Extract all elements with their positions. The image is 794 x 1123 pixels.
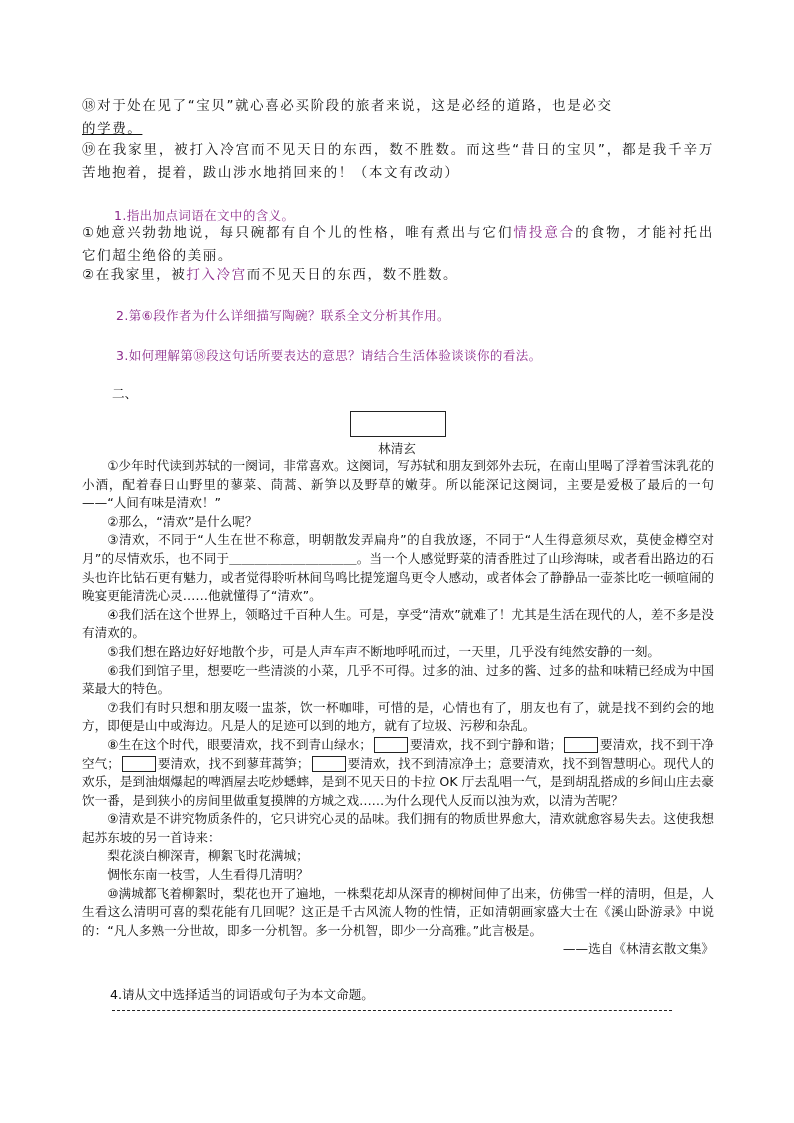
poem-line-1: 梨花淡白柳深青，柳絮飞时花满城； (107, 848, 309, 864)
question-1: 1.指出加点词语在文中的含义。 (114, 208, 295, 223)
source-citation: ——选自《林清玄散文集》 (562, 941, 714, 957)
p8-part-a: ⑧生在这个时代，眼要清欢，找不到青山绿水； (107, 736, 372, 752)
answer-line[interactable] (112, 1010, 672, 1011)
section-2-heading: 二、 (112, 386, 138, 401)
p8-part-e: 要清欢，找不到清凉净土；意要清欢，找不到智慧明心。现代人的欢乐，是到油烟爆起的啤酒屋去吃炒蟋蟀，是到不见天日的卡拉 OK 厅去乱唱一气，是到胡乱搭成的乡间山庄去豪饮一番，是到狭小的房间里做重复摸牌的方城之戏……为什么现代人反而以浊为欢，以清为苦呢？ (82, 755, 715, 808)
question-1-sentence-2 (82, 264, 714, 287)
article-paragraph-4: ④我们活在这个世界上，领略过千百种人生。可是，享受“清欢”就难了！尤其是生活在现代的人，差不多是没有清欢的。 (82, 606, 714, 641)
q1s2-pre: ②在我家里，被 (82, 267, 187, 283)
poem-line-2: 惆怅东南一枝雪，人生看得几清明？ (107, 867, 309, 883)
question-3: 3.如何理解第⑱段这句话所要表达的意思？请结合生活体验谈谈你的看法。 (116, 348, 542, 363)
question-2: 2.第⑥段作者为什么详细描写陶碗？联系全文分析其作用。 (116, 308, 450, 323)
fill-box-3[interactable] (122, 756, 156, 772)
fill-box-4[interactable] (312, 756, 346, 772)
article-paragraph-5: ⑤我们想在路边好好地散个步，可是人声车声不断地呼吼而过，一天里，几乎没有纯然安静的一刻。 (107, 643, 661, 659)
p8-part-c: 要清欢，找不到干净空气； (82, 736, 715, 771)
article-paragraph-8 (82, 736, 714, 810)
paragraph-18-line1: ⑱对于处在见了“宝贝”就心喜必买阶段的旅者来说，这是必经的道路，也是必交 (82, 98, 613, 114)
article-paragraph-1: ①少年时代读到苏轼的一阕词，非常喜欢。这阕词，写苏轼和朋友到郊外去玩，在南山里喝了浮着雪沫乳花的小酒，配着春日山野里的蓼菜、茼蒿、新笋以及野草的嫩芽。所以能深记这阕词，主要是爱极了最后的一句——“人间有味是清欢！” (82, 458, 714, 511)
q1s1-keyword: 情投意合 (513, 225, 576, 241)
fill-box-1[interactable] (374, 737, 408, 753)
title-answer-box[interactable] (350, 411, 446, 437)
article-paragraph-2: ②那么，“清欢”是什么呢？ (107, 513, 258, 529)
author-name: 林清玄 (378, 441, 416, 456)
p8-part-b: 要清欢，找不到宁静和谐； (409, 736, 562, 752)
article-paragraph-6: ⑥我们到馆子里，想要吃一些清淡的小菜，几乎不可得。过多的油、过多的酱、过多的盐和味精已经成为中国菜最大的特色。 (82, 662, 714, 697)
article-paragraph-10: ⑩满城都飞着柳絮时，梨花也开了遍地，一株梨花却从深青的柳树间伸了出来，仿佛雪一样的清明，但是，人生看这么清明可喜的梨花能有几回呢？这正是千古风流人物的性情，正如清朝画家盛大士在《溪山卧游录》中说的：“凡人多熟一分世故，即多一分机智。多一分机智，即少一分高雅。”此言极是。 (82, 885, 714, 938)
paragraph-18 (82, 95, 714, 141)
article-paragraph-7: ⑦我们有时只想和朋友啜一盅茶，饮一杯咖啡，可惜的是，心情也有了，朋友也有了，就是找不到约会的地方，即便是山中或海边。凡是人的足迹可以到的地方，就有了垃圾、污秽和杂乱。 (82, 699, 714, 734)
article-paragraph-9: ⑨清欢是不讲究物质条件的，它只讲究心灵的品味。我们拥有的物质世界愈大，清欢就愈容易失去。这使我想起苏东坡的另一首诗来： (82, 811, 714, 845)
article-body (82, 457, 714, 959)
q1s1-pre: ①她意兴勃勃地说，每只碗都有自个儿的性格，唯有煮出与它们 (82, 225, 514, 241)
paragraph-18-line2: 的学费。 (82, 121, 143, 137)
fill-box-2[interactable] (564, 737, 598, 753)
question-1-sentence-1 (82, 222, 714, 268)
paragraph-19: ⑲在我家里，被打入冷宫而不见天日的东西，数不胜数。而这些“昔日的宝贝”，都是我千辛万苦地抱着，提着，跋山涉水地捎回来的！（本文有改动） (82, 142, 714, 181)
p8-part-d: 要清欢，找不到蓼茸蒿笋； (157, 755, 310, 771)
q1s2-post: 而不见天日的东西，数不胜数。 (246, 267, 459, 283)
article-paragraph-3: ③清欢，不同于“人生在世不称意，明朝散发弄扁舟”的自我放逐，不同于“人生得意须尽欢，莫使金樽空对月”的尽情欢乐，也不同于＿＿＿＿＿＿＿＿＿＿。当一个人感觉野菜的清香胜过了山珍海味，或者看出路边的石头也许比钻石更有魅力，或者觉得聆听林间鸟鸣比提笼遛鸟更令人感动，或者体会了静静品一壶茶比吃一顿喧闹的晚宴更能清洗心灵……他就懂得了“清欢”。 (82, 532, 714, 604)
q1s1-post: 的食物，才能衬托出它们超尘绝俗的美丽。 (82, 225, 714, 264)
question-4: 4.请从文中选择适当的词语或句子为本文命题。 (110, 987, 374, 1002)
q1s2-keyword: 打入冷宫 (186, 267, 247, 283)
